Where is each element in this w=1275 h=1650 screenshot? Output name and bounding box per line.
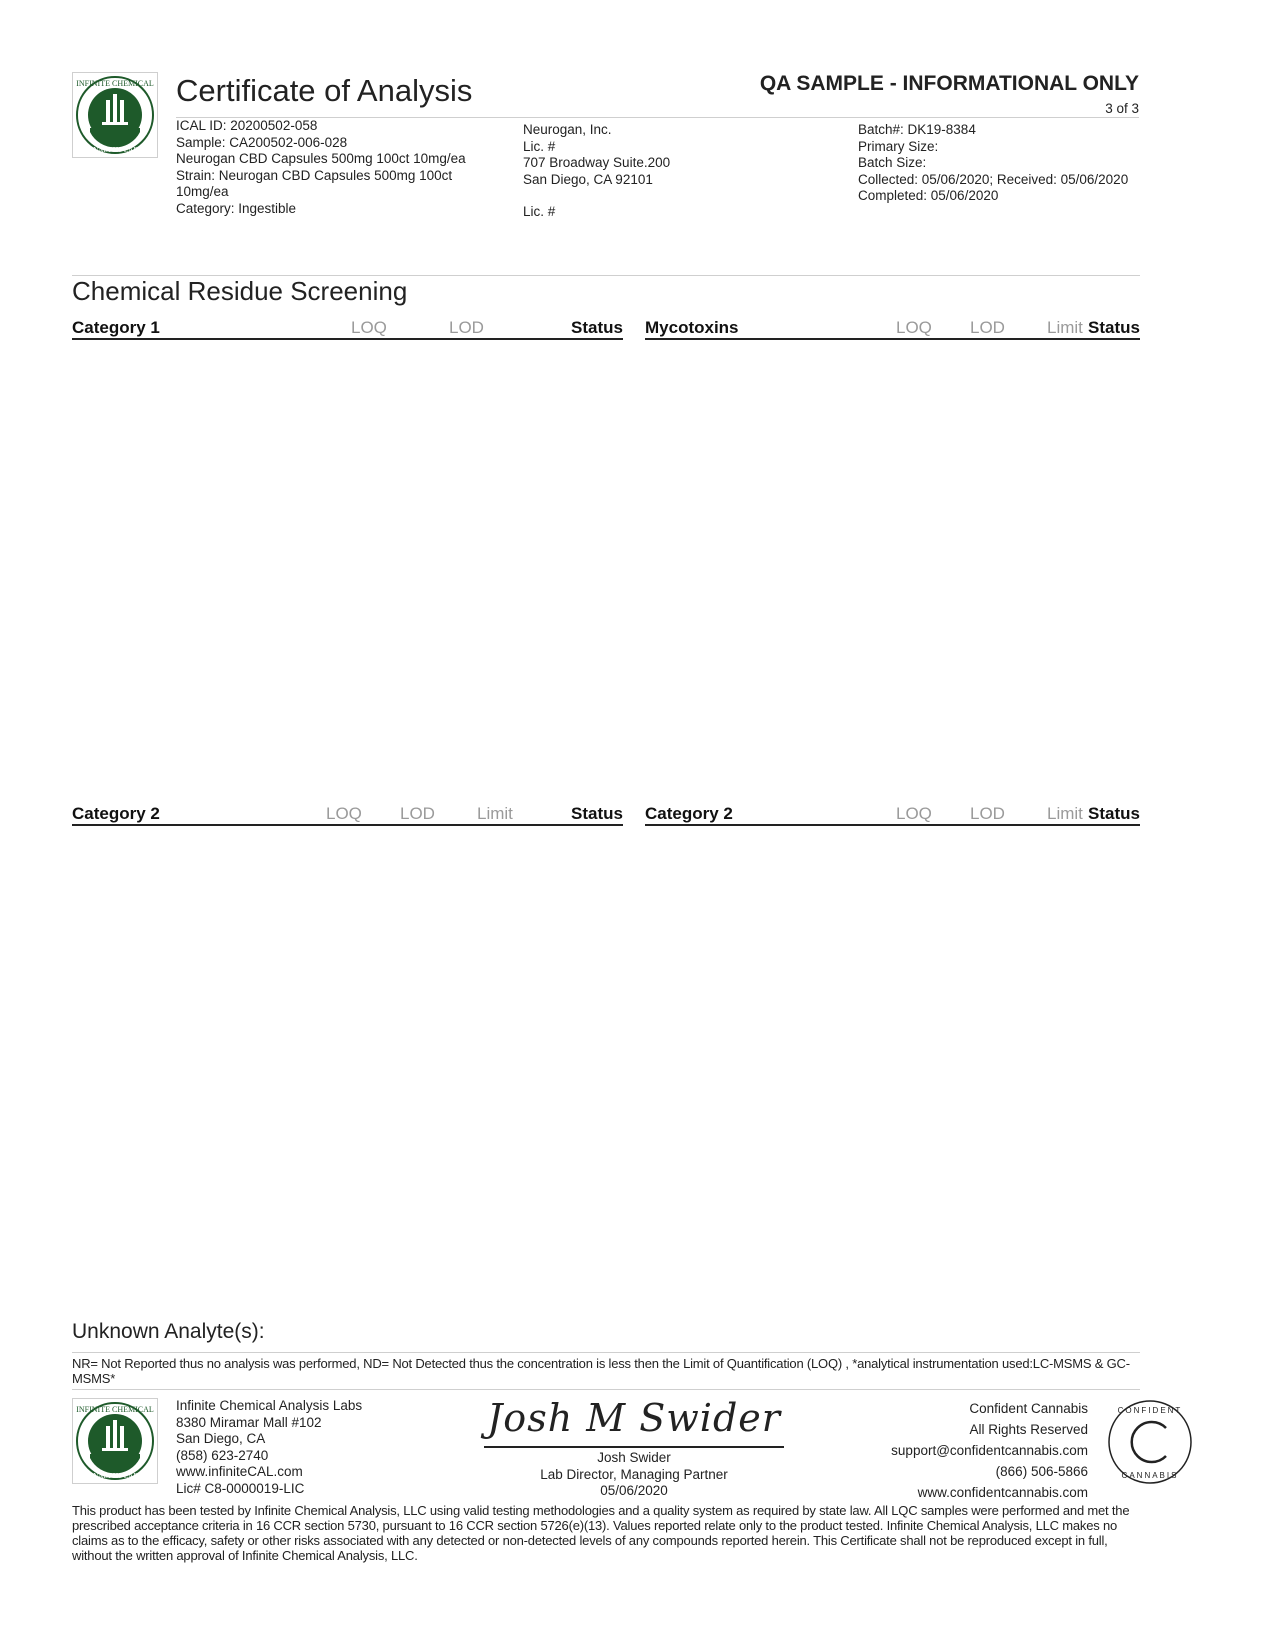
ical-id: ICAL ID: 20200502-058 — [176, 118, 318, 133]
disclaimer: This product has been tested by Infinite Chemical Analysis, LLC using valid testing methodologies and a quality system as required by state law. All LQC samples were performed and met the prescribed acceptance criteria in 16 CCR section 5730, pursuant to 16 CCR section 5726(e)(13). Values reported relate only to the product tested. Infinite Chemical Analysis, LLC makes no claims as to the efficacy, safety or other risks associated with any detected or non-detected levels of any compounds reported herein. This Certificate shall not be reproduced except in full, without the written approval of Infinite Chemical Analysis, LLC. — [72, 1503, 1130, 1563]
svg-text:CONFIDENT: CONFIDENT — [1117, 1406, 1183, 1415]
cat2b-status: Status — [1088, 804, 1140, 823]
svg-text:ANALYSIS LABS: ANALYSIS LABS — [88, 146, 142, 154]
qa-notice: QA SAMPLE - INFORMATIONAL ONLY — [759, 72, 1139, 95]
batch-size: Batch Size: — [858, 155, 927, 170]
cat2b-limit: Limit — [1047, 804, 1083, 823]
cat2b-lod: LOD — [970, 804, 1005, 823]
cat2b-loq: LOQ — [896, 804, 932, 823]
svg-text:INFINITE CHEMICAL: INFINITE CHEMICAL — [76, 79, 154, 88]
lab-phone: (858) 623-2740 — [176, 1447, 269, 1463]
category: Category: Ingestible — [176, 200, 297, 216]
unknown-analytes-label: Unknown Analyte(s): — [72, 1320, 265, 1343]
confident-cannabis-logo — [1106, 1398, 1194, 1486]
cat2b-title: Category 2 — [645, 804, 733, 823]
notes-rule-top — [72, 1352, 1140, 1353]
notes-rule-bottom — [72, 1389, 1140, 1390]
myco-title: Mycotoxins — [645, 318, 739, 337]
client-lic1: Lic. # — [523, 138, 556, 154]
myco-limit: Limit — [1047, 318, 1083, 337]
section-title: Chemical Residue Screening — [72, 276, 408, 306]
signature-image: Josh M Swider — [487, 1396, 781, 1440]
cat1-loq: LOQ — [351, 318, 387, 337]
collected-received: Collected: 05/06/2020; Received: 05/06/2020 — [858, 171, 1129, 187]
batch-info — [858, 122, 1158, 205]
cc-name: Confident Cannabis — [969, 1401, 1088, 1416]
myco-underline — [645, 338, 1140, 340]
cc-rights: All Rights Reserved — [969, 1422, 1088, 1437]
svg-text:CANNABIS: CANNABIS — [1121, 1471, 1179, 1480]
cat2a-underline — [72, 824, 623, 826]
lab-website[interactable]: www.infiniteCAL.com — [176, 1464, 303, 1479]
cc-phone: (866) 506-5866 — [995, 1464, 1088, 1479]
cc-website[interactable]: www.confidentcannabis.com — [917, 1485, 1088, 1500]
completed-date: Completed: 05/06/2020 — [858, 188, 999, 203]
cat2a-limit: Limit — [477, 804, 513, 823]
signature-date: 05/06/2020 — [600, 1483, 668, 1498]
signature-line — [484, 1446, 784, 1448]
notes-text: NR= Not Reported thus no analysis was performed, ND= Not Detected thus the concentration is less then the Limit of Quantification (LOQ) , *analytical instrumentation used:LC-MSMS & GC-MSMS* — [72, 1356, 1130, 1386]
page-title: Certificate of Analysis — [176, 73, 473, 108]
lab-seal-footer-logo — [72, 1398, 158, 1484]
sample-id: Sample: CA200502-006-028 — [176, 134, 348, 150]
strain-line2: 10mg/ea — [176, 184, 229, 199]
cat1-title: Category 1 — [72, 318, 160, 337]
cat2a-status: Status — [571, 804, 623, 823]
sample-info — [176, 118, 496, 217]
client-address1: 707 Broadway Suite.200 — [523, 155, 671, 170]
myco-lod: LOD — [970, 318, 1005, 337]
cc-email[interactable]: support@confidentcannabis.com — [891, 1443, 1088, 1458]
client-info — [523, 122, 773, 221]
client-lic2: Lic. # — [523, 204, 556, 219]
strain-line1: Strain: Neurogan CBD Capsules 500mg 100ct — [176, 167, 453, 183]
signatory — [484, 1450, 784, 1500]
cat2a-title: Category 2 — [72, 804, 160, 823]
svg-text:ANALYSIS LABS: ANALYSIS LABS — [88, 1472, 142, 1480]
cat1-status: Status — [571, 318, 623, 337]
product-name: Neurogan CBD Capsules 500mg 100ct 10mg/ea — [176, 151, 466, 166]
lab-address1: 8380 Miramar Mall #102 — [176, 1414, 322, 1430]
myco-loq: LOQ — [896, 318, 932, 337]
signatory-title: Lab Director, Managing Partner — [540, 1466, 728, 1482]
lab-address2: San Diego, CA — [176, 1431, 266, 1446]
confident-contact — [820, 1398, 1088, 1503]
client-address2: San Diego, CA 92101 — [523, 171, 653, 187]
cat2b-underline — [645, 824, 1140, 826]
cat1-lod: LOD — [449, 318, 484, 337]
lab-contact — [176, 1398, 436, 1497]
cat2a-loq: LOQ — [326, 804, 362, 823]
myco-status: Status — [1088, 318, 1140, 337]
batch-number: Batch#: DK19-8384 — [858, 122, 976, 137]
client-name: Neurogan, Inc. — [523, 122, 612, 137]
svg-text:INFINITE CHEMICAL: INFINITE CHEMICAL — [76, 1405, 154, 1414]
page-number: 3 of 3 — [1105, 101, 1139, 116]
primary-size: Primary Size: — [858, 138, 939, 154]
lab-license: Lic# C8-0000019-LIC — [176, 1480, 305, 1496]
lab-name: Infinite Chemical Analysis Labs — [176, 1398, 363, 1413]
cat1-underline — [72, 338, 623, 340]
lab-seal-logo — [72, 72, 158, 158]
cat2a-lod: LOD — [400, 804, 435, 823]
signatory-name: Josh Swider — [597, 1450, 671, 1465]
